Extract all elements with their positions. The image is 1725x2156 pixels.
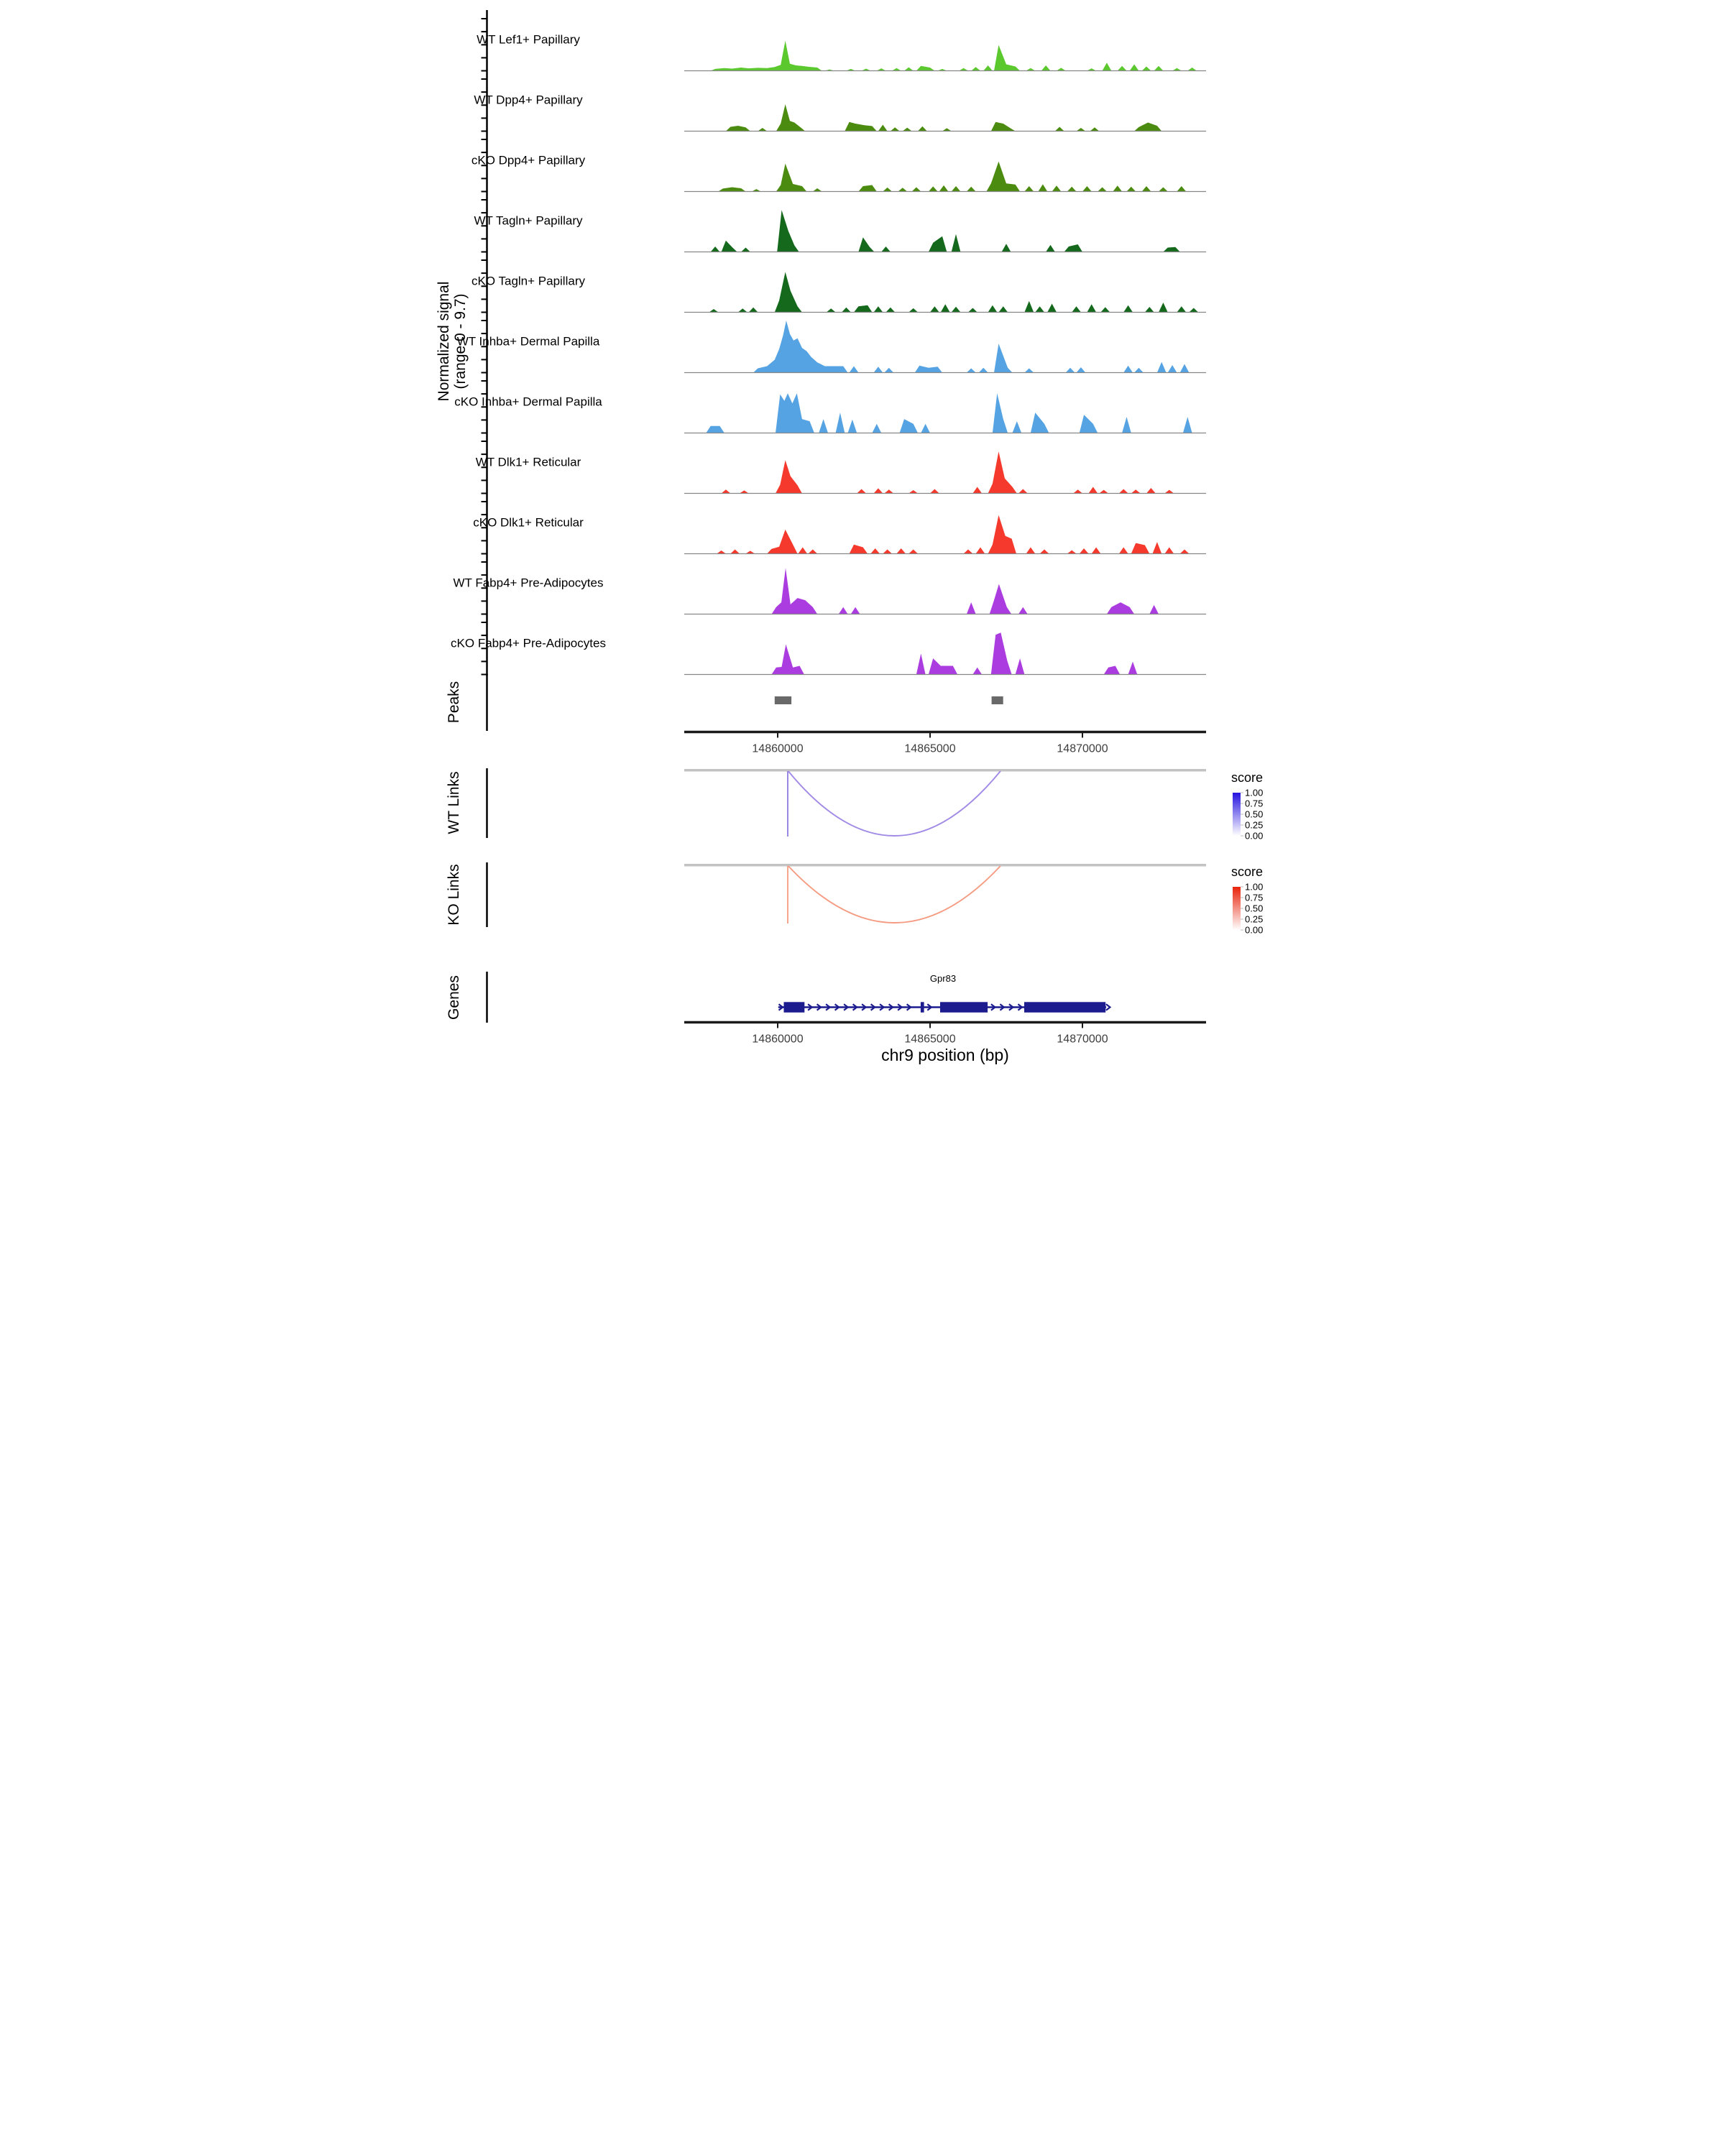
peaks-section-label: Peaks <box>446 681 462 724</box>
x-axis-title: chr9 position (bp) <box>881 1046 1009 1064</box>
gene-name-label: Gpr83 <box>929 973 957 984</box>
ko-links-section-label: KO Links <box>446 864 462 926</box>
genome-axis-top <box>684 732 1206 755</box>
legend-tick-label: 0.75 <box>1245 798 1264 809</box>
wt-links-arcs <box>788 771 1000 837</box>
track-label: cKO Dlk1+ Reticular <box>473 515 584 530</box>
wt-links-section-label: WT Links <box>446 771 462 834</box>
genome-axis-tick-label: 14870000 <box>1057 1033 1108 1046</box>
wt-score-legend-title: score <box>1231 770 1264 785</box>
genome-axis-tick-label: 14870000 <box>1057 742 1108 755</box>
coverage-area-8 <box>722 451 1174 493</box>
coverage-area-4 <box>711 210 1180 252</box>
peak-interval <box>775 696 791 704</box>
coverage-area-2 <box>726 104 1162 131</box>
legend-tick-label: 0.00 <box>1245 924 1264 936</box>
genome-coverage-figure <box>431 0 1294 1078</box>
track-label: WT Lef1+ Papillary <box>477 32 580 47</box>
genes-section-label: Genes <box>446 975 462 1020</box>
gene-model <box>778 1002 1110 1013</box>
legend-tick-label: 0.75 <box>1245 892 1264 903</box>
coverage-area-9 <box>717 515 1189 554</box>
coverage-area-10 <box>772 568 1159 614</box>
genome-axis-tick-label: 14860000 <box>752 1033 804 1046</box>
coverage-area-7 <box>706 393 1192 433</box>
gene-exon <box>784 1002 805 1013</box>
ko-links-arcs <box>788 866 1000 923</box>
legend-tick-label: 0.00 <box>1245 830 1264 842</box>
coverage-area-3 <box>718 162 1186 192</box>
track-label: WT Fabp4+ Pre-Adipocytes <box>453 576 604 590</box>
wt-links-chromosome-bar <box>684 769 1206 772</box>
peak-interval <box>992 696 1003 704</box>
genome-axis-tick-label: 14865000 <box>904 1033 956 1046</box>
legend-tick-label: 0.50 <box>1245 903 1264 914</box>
signal-axis-label-line1: Normalized signal <box>436 281 452 402</box>
ko-links-chromosome-bar <box>684 864 1206 867</box>
signal-axis-label-line2: (range 0 - 9.7) <box>452 293 469 390</box>
peaks-row <box>775 696 1003 704</box>
legend-tick-label: 0.25 <box>1245 819 1264 831</box>
track-label: cKO Tagln+ Papillary <box>472 274 585 288</box>
ko-score-legend-title: score <box>1231 865 1264 879</box>
genome-axis-bottom <box>684 1023 1206 1046</box>
link-arc <box>788 866 1000 923</box>
coverage-area-11 <box>772 632 1138 674</box>
legend-gradient-bar <box>1233 793 1241 836</box>
coverage-area-5 <box>709 272 1199 312</box>
track-label: WT Dpp4+ Papillary <box>474 93 583 107</box>
track-label: cKO Dpp4+ Papillary <box>471 153 586 167</box>
track-label: cKO Inhba+ Dermal Papilla <box>454 395 602 409</box>
coverage-tracks <box>451 33 1206 675</box>
link-arc <box>788 771 1000 836</box>
track-label: WT Tagln+ Papillary <box>474 213 583 228</box>
gene-exon <box>940 1002 988 1013</box>
track-label: cKO Fabp4+ Pre-Adipocytes <box>451 636 606 650</box>
wt-score-legend <box>1233 788 1263 842</box>
gene-exon <box>1024 1002 1105 1013</box>
track-label: WT Inhba+ Dermal Papilla <box>456 334 600 349</box>
genome-axis-tick-label: 14860000 <box>752 742 804 755</box>
coverage-area-6 <box>753 321 1189 373</box>
legend-tick-label: 1.00 <box>1245 881 1264 893</box>
ko-score-legend <box>1233 882 1263 936</box>
legend-tick-label: 0.50 <box>1245 808 1264 820</box>
figure-canvas <box>431 0 1294 1078</box>
track-label: WT Dlk1+ Reticular <box>475 455 581 469</box>
legend-gradient-bar <box>1233 887 1241 930</box>
genome-axis-tick-label: 14865000 <box>904 742 956 755</box>
coverage-area-1 <box>711 41 1197 71</box>
legend-tick-label: 1.00 <box>1245 787 1264 798</box>
legend-tick-label: 0.25 <box>1245 913 1264 925</box>
gene-direction-chevron <box>1106 1004 1110 1010</box>
gene-exon <box>921 1002 924 1013</box>
